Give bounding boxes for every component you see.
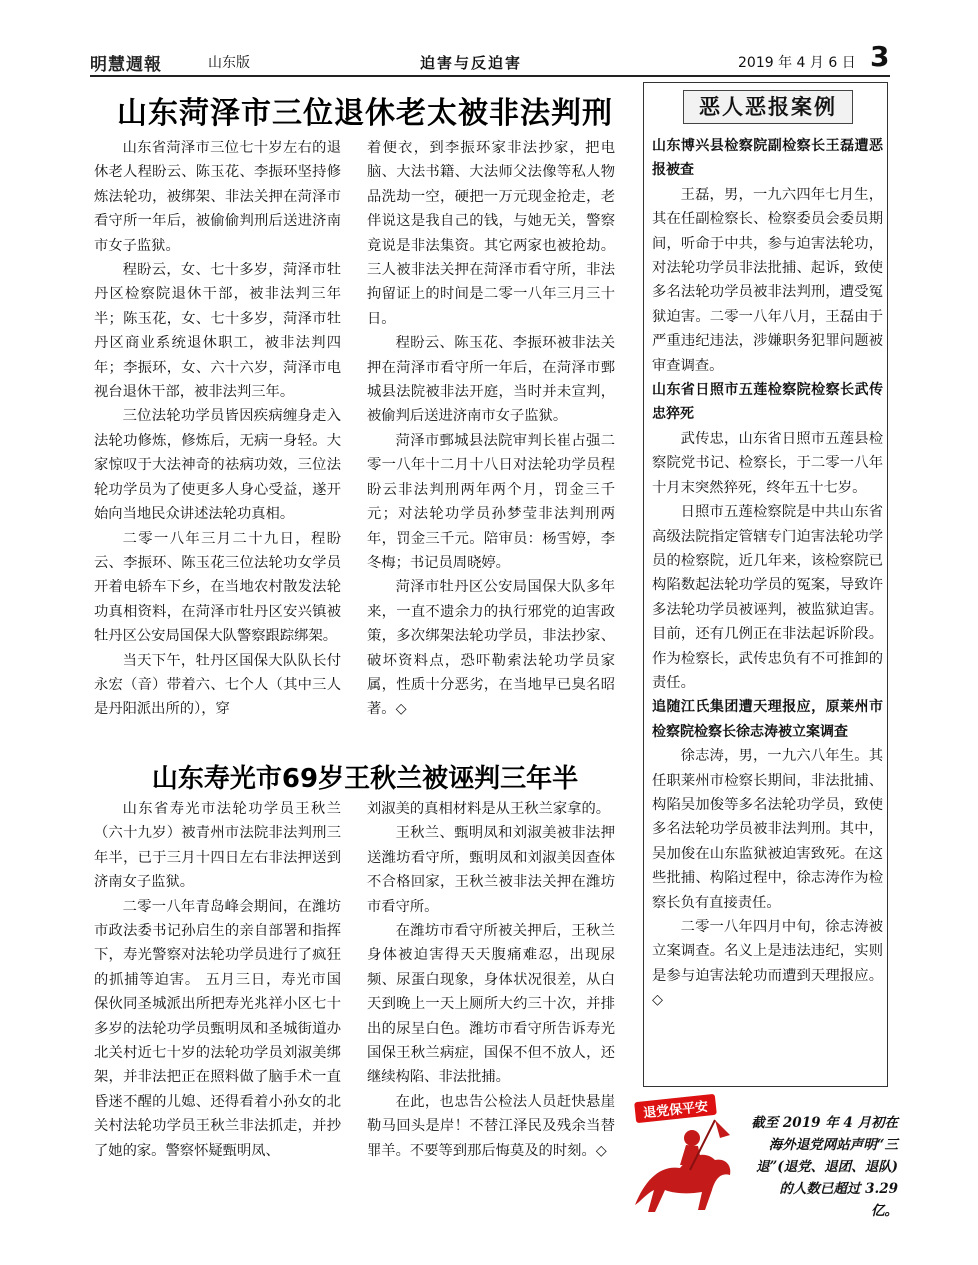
article1-paragraph: 程盼云，女、七十多岁，菏泽市牡丹区检察院退休干部，被非法判三年半；陈玉花，女、七十多岁，菏泽市牡丹区商业系统退休职工，被非法判四年；李振环，女、六十六岁，菏泽市电视台退休干部，被非法判三年。 bbox=[94, 262, 341, 401]
article2-title: 山东寿光市69岁王秋兰被诬判三年半 bbox=[151, 764, 579, 794]
article2-column-1 bbox=[94, 797, 341, 1163]
promo-text: 截至 2019 年 4 月初在海外退党网站声明“三退”(退党、退团、退队)的人数已超过 3.29 亿。 bbox=[751, 1115, 898, 1219]
sidebar-title: 恶人恶报案例 bbox=[683, 90, 853, 124]
article2-paragraph: 山东省寿光市法轮功学员王秋兰（六十九岁）被青州市法院非法判刑三年半，已于三月十四日左右非法押送到济南女子监狱。 bbox=[94, 801, 341, 891]
article1-paragraph-continued: 着便衣，到李振环家非法抄家，把电脑、大法书籍、大法师父法像等私人物品洗劫一空，硬把一万元现金抢走，老伴说这是我自己的钱，与她无关，警察竟说是非法集资。其它两家也被抢劫。三人被非法关押在菏泽市看守所，非法拘留证上的时间是二零一八年三月三十日。 bbox=[367, 140, 615, 327]
sidebar-case-paragraph: 徐志涛，男，一九六八年生。其任职莱州市检察长期间，非法批捕、构陷吴加俊等多名法轮功学员，致使多名法轮功学员被非法判刑。其中，吴加俊在山东监狱被迫害致死。在这些批捕、构陷过程中，徐志涛作为检察长负有直接责任。 bbox=[652, 748, 883, 911]
header-rule bbox=[90, 75, 890, 77]
sidebar-case-paragraph: 武传忠，山东省日照市五莲县检察院党书记、检察长，于二零一八年十月末突然猝死，终年五十七岁。 bbox=[652, 430, 883, 496]
article1-paragraph: 山东省菏泽市三位七十岁左右的退休老人程盼云、陈玉花、李振环坚持修炼法轮功，被绑架、非法关押在菏泽市看守所一年后，被偷偷判刑后送进济南市女子监狱。 bbox=[94, 140, 341, 254]
issue-date: 2019 年 4 月 6 日 bbox=[738, 55, 856, 71]
sidebar-case-paragraph: 二零一八年四月中旬，徐志涛被立案调查。名义上是违法违纪，实则是参与迫害法轮功而遭到天理报应。◇ bbox=[652, 919, 883, 1009]
section-title: 迫害与反迫害 bbox=[420, 54, 523, 72]
article1-paragraph: 菏泽市鄄城县法院审判长崔占强二零一八年十二月十八日对法轮功学员程盼云非法判刑两年两个月，罚金三千元；对法轮功学员孙梦莹非法判刑两年，罚金三千元。陪审员：杨雪婷，李冬梅；书记员周晓婷。 bbox=[367, 432, 615, 571]
article1-paragraph: 菏泽市牡丹区公安局国保大队多年来，一直不遗余力的执行邪党的迫害政策，多次绑架法轮功学员，非法抄家、破坏资料点，恐吓勒索法轮功学员家属，性质十分恶劣，在当地早已臭名昭著。◇ bbox=[367, 579, 615, 718]
article1-paragraph: 三位法轮功学员皆因疾病缠身走入法轮功修炼，修炼后，无病一身轻。大家惊叹于大法神奇的祛病功效，三位法轮功学员为了使更多人身心受益，遂开始向当地民众讲述法轮功真相。 bbox=[94, 408, 341, 523]
page-number: 3 bbox=[870, 40, 890, 73]
article2-paragraph: 在潍坊市看守所被关押后，王秋兰身体被迫害得天天腹痛难忍，出现尿频、尿蛋白现象，身体状况很差，从白天到晚上一天上厕所大约三十次，并排出的尿呈白色。潍坊市看守所告诉寿光国保王秋兰病症，国保不但不放人，还继续构陷、非法批捕。 bbox=[367, 923, 615, 1086]
newspaper-name: 明慧週報 bbox=[90, 55, 162, 75]
sidebar-case-heading: 山东博兴县检察院副检察长王磊遭恶报被查 bbox=[652, 138, 883, 179]
article2-column-2 bbox=[367, 797, 615, 1163]
masthead bbox=[90, 40, 890, 75]
article1-paragraph: 二零一八年三月二十九日，程盼云、李振环、陈玉花三位法轮功女学员开着电轿车下乡，在当地农村散发法轮功真相资料，在菏泽市牡丹区安兴镇被牡丹区公安局国保大队警察跟踪绑架。 bbox=[94, 530, 341, 645]
promo-badge: 退党保平安 bbox=[634, 1094, 717, 1123]
sidebar-case-heading: 追随江氏集团遭天理报应，原莱州市检察院检察长徐志涛被立案调查 bbox=[652, 699, 883, 740]
horse-rider-illustration bbox=[620, 1110, 750, 1220]
article1-column-1 bbox=[94, 136, 341, 722]
article2-paragraph: 在此，也忠告公检法人员赶快悬崖勒马回头是岸！不替江泽民及残余当替罪羊。不要等到那后悔莫及的时刻。◇ bbox=[367, 1093, 615, 1159]
article2-paragraph: 二零一八年青岛峰会期间，在潍坊市政法委书记孙启生的亲自部署和指挥下，寿光警察对法轮功学员进行了疯狂的抓捕等迫害。 五月三日，寿光市国保伙同圣城派出所把寿光兆祥小区七十多岁的法轮功学员甄明凤和圣城街道办北关村近七十岁的法轮功学员刘淑美绑架，并非法把正在照料做了脑手术一直昏迷不醒的儿媳、还得看着小孙女的北关村法轮功学员王秋兰非法抓走，并抄了她的家。警察怀疑甄明凤、 bbox=[94, 898, 341, 1159]
article2-paragraph: 王秋兰、甄明凤和刘淑美被非法押送潍坊看守所，甄明凤和刘淑美因查体不合格回家，王秋兰被非法关押在潍坊市看守所。 bbox=[367, 825, 615, 915]
article1-column-2 bbox=[367, 136, 615, 722]
sidebar-case-paragraph: 日照市五莲检察院是中共山东省高级法院指定管辖专门迫害法轮功学员的检察院，近几年来，该检察院已构陷数起法轮功学员的冤案，导致许多法轮功学员被诬判，被监狱迫害。目前，还有几例正在非法起诉阶段。作为检察长，武传忠负有不可推卸的责任。 bbox=[652, 504, 883, 691]
quit-party-promo bbox=[620, 1090, 898, 1220]
article2-paragraph-continued: 刘淑美的真相材料是从王秋兰家拿的。 bbox=[367, 801, 611, 817]
sidebar-content bbox=[652, 134, 883, 1013]
sidebar-case-heading: 山东省日照市五莲检察院检察长武传忠猝死 bbox=[652, 382, 883, 423]
article1-title: 山东菏泽市三位退休老太被非法判刑 bbox=[117, 96, 613, 131]
edition-label: 山东版 bbox=[208, 55, 250, 71]
sidebar-case-paragraph: 王磊，男，一九六四年七月生，其在任副检察长、检察委员会委员期间，听命于中共，参与迫害法轮功，对法轮功学员非法批捕、起诉，致使多名法轮功学员被非法判刑，遭受冤狱迫害。二零一八年八月，王磊由于严重违纪违法，涉嫌职务犯罪问题被审查调查。 bbox=[652, 186, 883, 374]
article1-paragraph: 当天下午，牡丹区国保大队队长付永宏（音）带着六、七个人（其中三人是丹阳派出所的），穿 bbox=[94, 652, 341, 718]
article1-paragraph: 程盼云、陈玉花、李振环被非法关押在菏泽市看守所一年后，在菏泽市鄄城县法院被非法开庭，当时并未宣判，被偷判后送进济南市女子监狱。 bbox=[367, 335, 615, 425]
